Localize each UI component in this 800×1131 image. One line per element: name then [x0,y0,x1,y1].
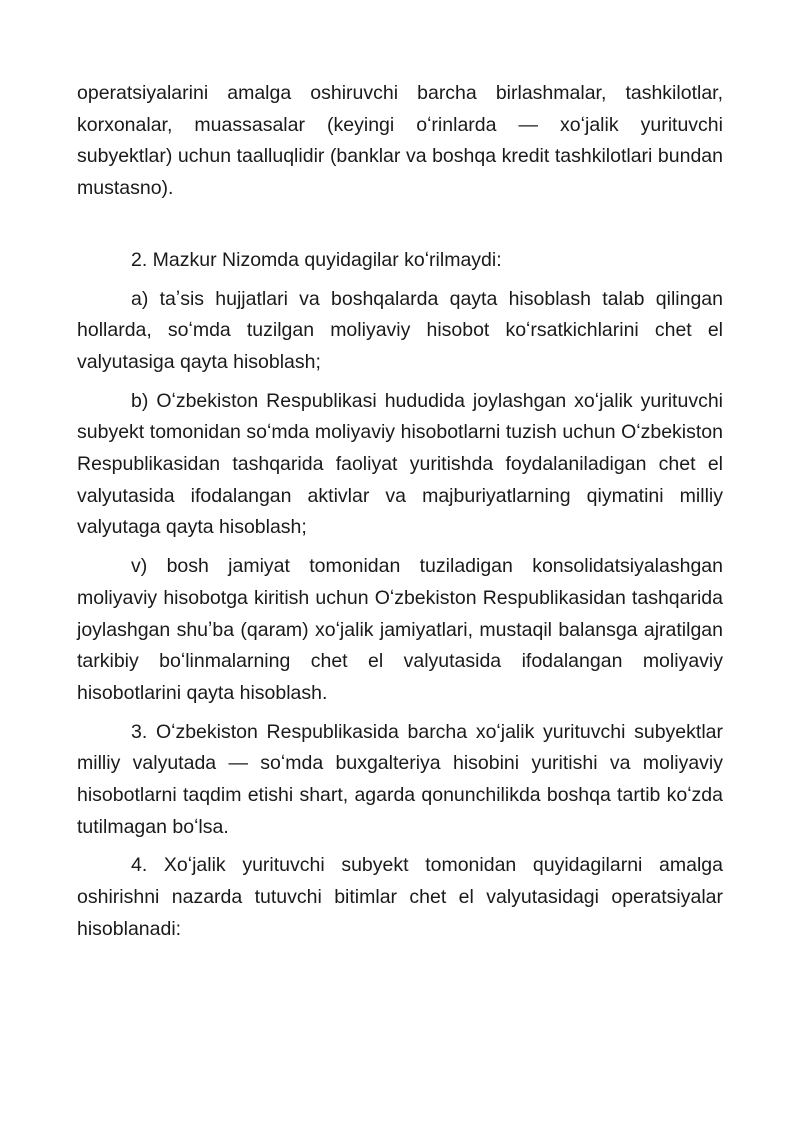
paragraph-item-2v: v) bosh jamiyat tomonidan tuziladigan konsolidatsiyalashgan moliyaviy hisobotga kiritish uchun Oʻzbekiston Respublikasidan tashqarida joylashgan shuʼba (qaram) xoʻjalik jamiyatlari, mustaqil balansga ajratilgan tarkibiy boʻlinmalarning chet el valyutasida ifodalangan moliyaviy hisobotlarini qayta hisoblash. [77,555,723,704]
paragraph-continuation: operatsiyalarini amalga oshiruvchi barcha birlashmalar, tashkilotlar, korxonalar, muassasalar (keyingi oʻrinlarda — xoʻjalik yurituvchi subyektlar) uchun taalluqlidir (banklar va boshqa kredit tashkilotlari bundan mustasno). [77,82,723,200]
paragraph-item-2b: b) Oʻzbekiston Respublikasi hududida joylashgan xoʻjalik yurituvchi subyekt tomonidan soʻmda moliyaviy hisobotlarni tuzish uchun Oʻzbekiston Respublikasidan tashqarida faoliyat yuritishda foydalaniladigan chet el valyutasida ifodalangan aktivlar va majburiyatlarning qiymatini milliy valyutaga qayta hisoblash; [77,389,723,539]
document-page [77,78,723,946]
paragraph-item-4: 4. Xoʻjalik yurituvchi subyekt tomonidan quyidagilarni amalga oshirishni nazarda tutuvchi bitimlar chet el valyutasidagi operatsiyalar hisoblanadi: [77,854,723,940]
paragraph-item-3: 3. Oʻzbekiston Respublikasida barcha xoʻjalik yurituvchi subyektlar milliy valyutada — soʻmda buxgalteriya hisobini yuritishi va moliyaviy hisobotlarni taqdim etishi shart, agarda qonunchilikda boshqa tartib koʻzda tutilmagan boʻlsa. [77,720,723,838]
paragraph-item-2: 2. Mazkur Nizomda quyidagilar koʻrilmaydi: [131,248,502,271]
paragraph-item-2a: a) taʼsis hujjatlari va boshqalarda qayta hisoblash talab qilingan hollarda, soʻmda tuzilgan moliyaviy hisobot koʻrsatkichlarini chet el valyutasiga qayta hisoblash; [77,287,723,373]
